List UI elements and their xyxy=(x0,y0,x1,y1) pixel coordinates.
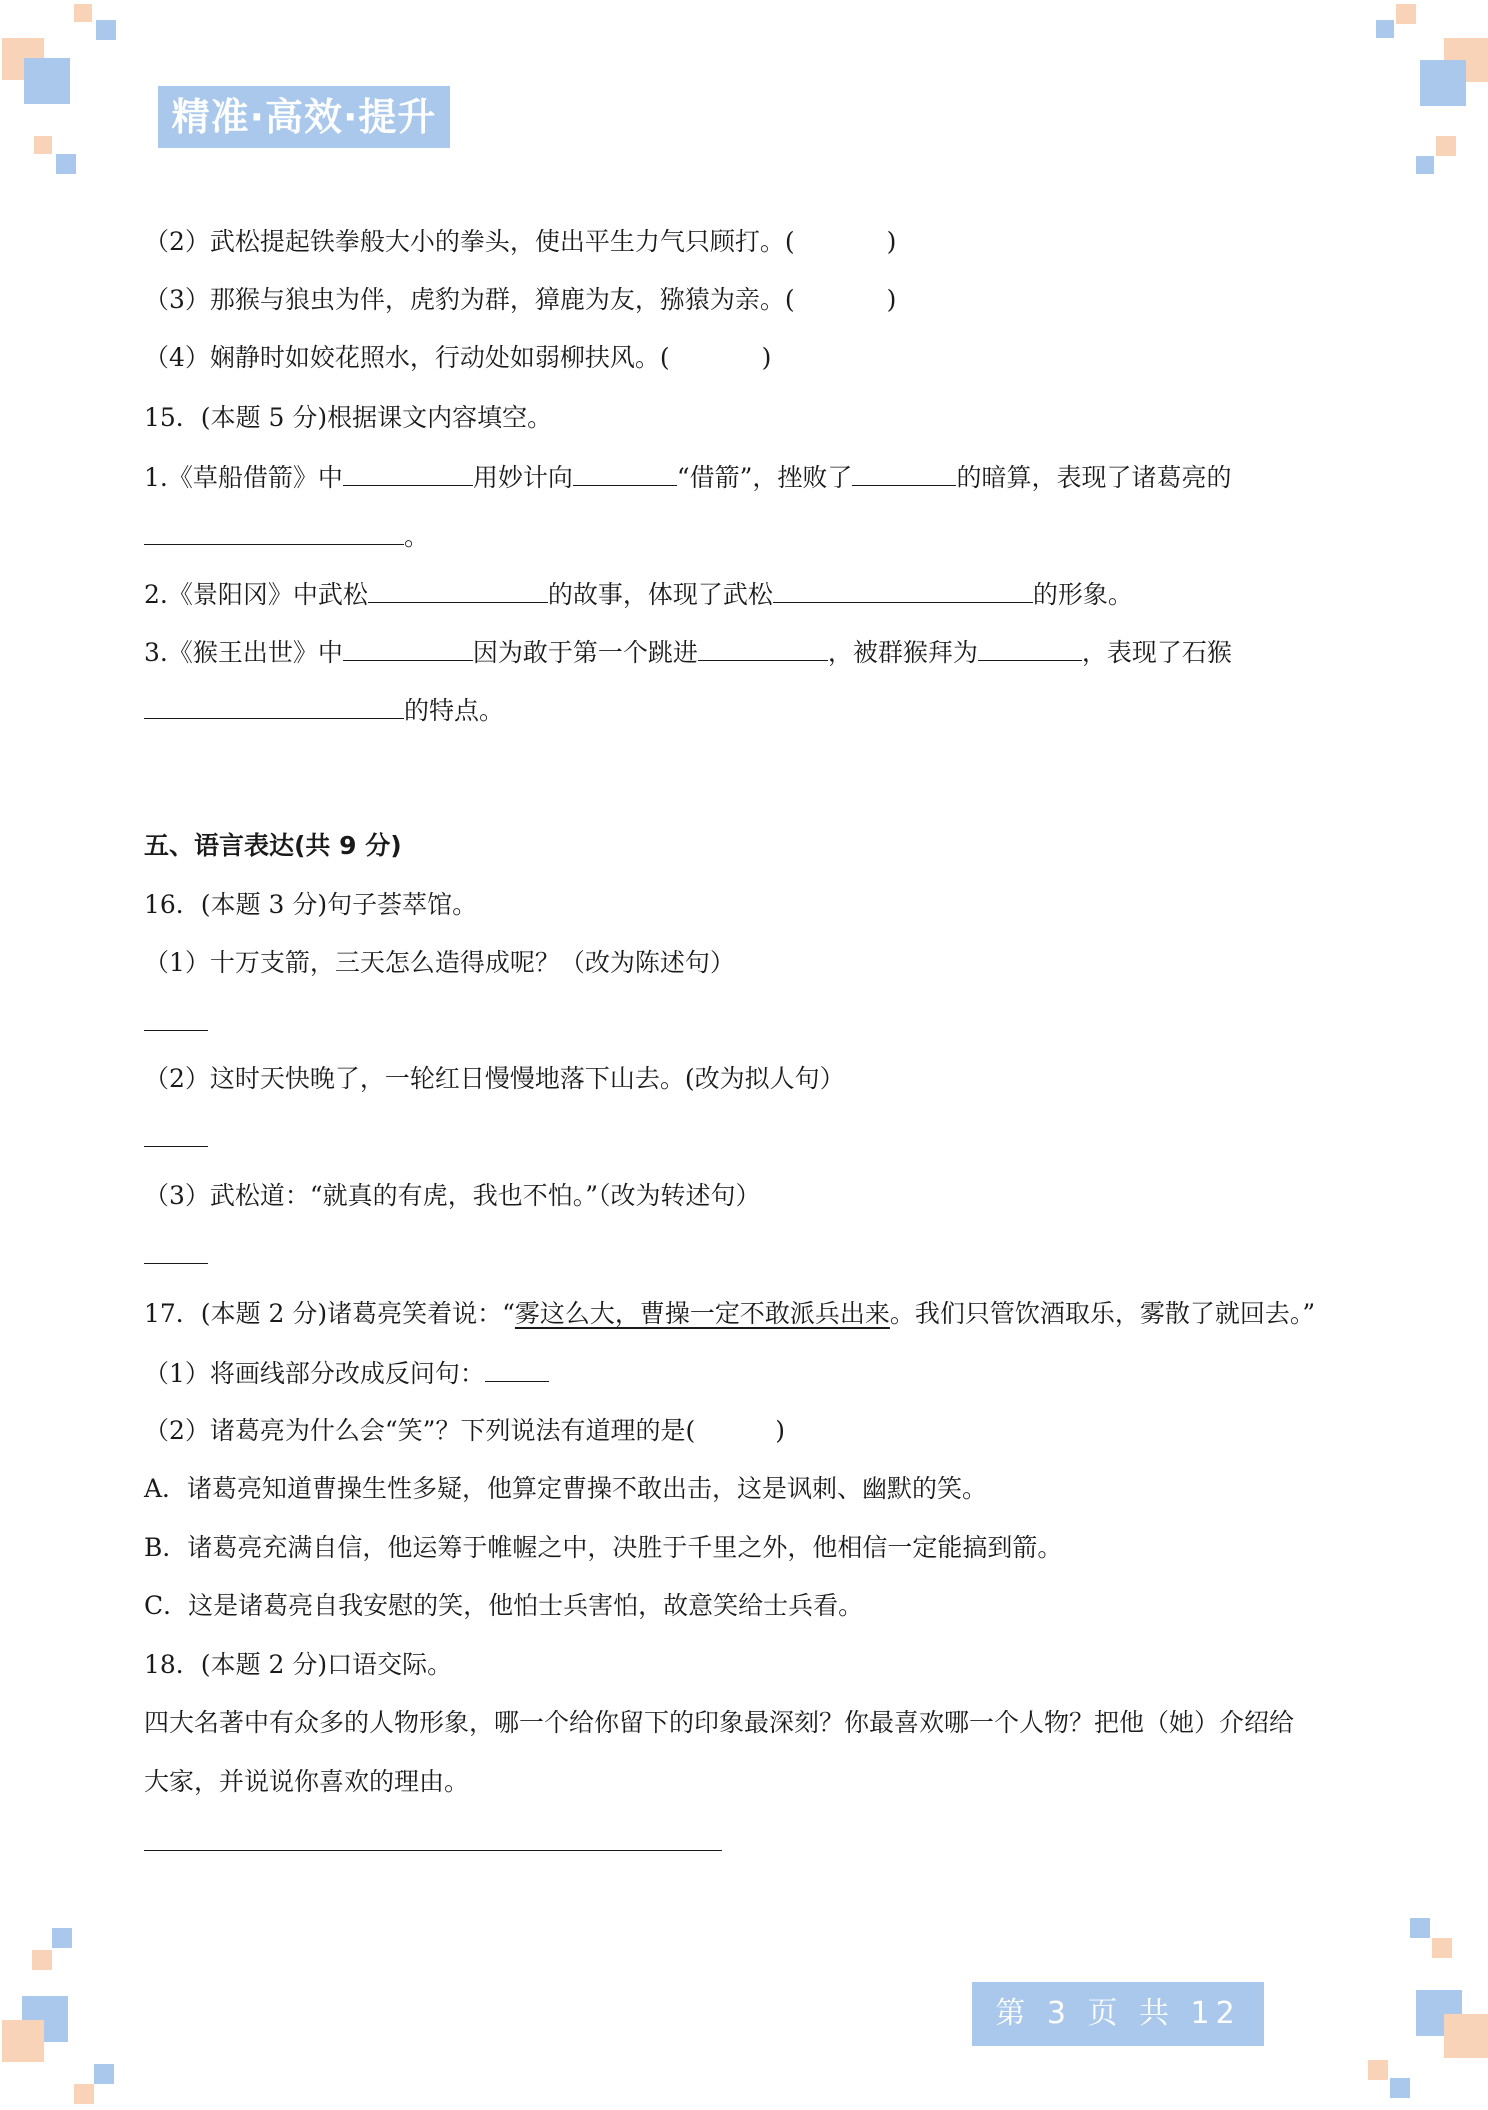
q15-text: ，被群猴拜为 xyxy=(827,638,978,667)
q15-line-1-cont xyxy=(144,518,429,554)
q15-text: 的特点。 xyxy=(404,696,505,725)
corner-decoration xyxy=(74,4,92,22)
fill-blank[interactable] xyxy=(773,576,1033,603)
corner-decoration xyxy=(1416,156,1434,174)
answer-line[interactable] xyxy=(144,1004,208,1040)
q17-text: 。我们只管饮酒取乐，雾散了就回去。” xyxy=(889,1299,1316,1328)
q16-item: （3）武松道：“就真的有虎，我也不怕。”（改为转述句） xyxy=(144,1181,761,1210)
q18-title: 18．(本题 2 分)口语交际。 xyxy=(144,1650,453,1679)
corner-decoration xyxy=(96,20,116,40)
corner-decoration xyxy=(1420,60,1466,106)
option-b[interactable]: B．诸葛亮充满自信，他运筹于帷幄之中，决胜于千里之外，他相信一定能搞到箭。 xyxy=(144,1533,1063,1562)
corner-decoration xyxy=(1432,1938,1452,1958)
corner-decoration xyxy=(2,2020,44,2062)
fill-blank[interactable] xyxy=(144,1237,208,1264)
fill-blank[interactable] xyxy=(144,692,404,719)
q14-item-text: （4）娴静时如姣花照水，行动处如弱柳扶风。( xyxy=(144,343,670,372)
q14-item xyxy=(144,283,896,317)
fill-blank[interactable] xyxy=(368,576,548,603)
q15-text: 。 xyxy=(404,522,430,551)
paren-close: ) xyxy=(761,343,772,372)
q15-text: ，表现了石猴 xyxy=(1081,638,1232,667)
page-number: 第 3 页 共 12 页 xyxy=(972,1982,1264,2046)
corner-decoration xyxy=(1396,4,1416,24)
fill-blank[interactable] xyxy=(343,459,473,486)
q17-text: 17．(本题 2 分)诸葛亮笑着说：“ xyxy=(144,1299,515,1328)
q15-text: 的形象。 xyxy=(1032,580,1133,609)
answer-line[interactable] xyxy=(144,1237,208,1273)
corner-decoration xyxy=(52,1928,72,1948)
corner-decoration xyxy=(1368,2060,1388,2080)
paren-close: ) xyxy=(886,285,897,314)
q15-text: “借箭”，挫败了 xyxy=(676,463,853,492)
corner-decoration xyxy=(1410,1918,1430,1938)
q15-title: 15．(本题 5 分)根据课文内容填空。 xyxy=(144,403,553,432)
q15-line-3 xyxy=(144,634,1232,670)
option-c[interactable]: C．这是诸葛亮自我安慰的笑，他怕士兵害怕，故意笑给士兵看。 xyxy=(144,1591,864,1620)
fill-blank[interactable] xyxy=(698,634,828,661)
corner-decoration xyxy=(56,154,76,174)
corner-decoration xyxy=(1444,2014,1488,2058)
section-heading: 五、语言表达(共 9 分) xyxy=(144,831,402,860)
q16-item: （1）十万支箭，三天怎么造得成呢？（改为陈述句） xyxy=(144,948,735,977)
corner-decoration xyxy=(34,136,52,154)
q14-item xyxy=(144,225,896,259)
q18-text: 大家，并说说你喜欢的理由。 xyxy=(144,1767,470,1796)
q15-text: 因为敢于第一个跳进 xyxy=(472,638,698,667)
q17-sub xyxy=(144,1414,785,1448)
q15-line-1 xyxy=(144,459,1231,495)
fill-blank[interactable] xyxy=(852,459,956,486)
q16-title: 16．(本题 3 分)句子荟萃馆。 xyxy=(144,890,478,919)
q14-item-text: （3）那猴与狼虫为伴，虎豹为群，獐鹿为友，猕猿为亲。( xyxy=(144,285,795,314)
fill-blank[interactable] xyxy=(144,1824,722,1851)
fill-blank[interactable] xyxy=(978,634,1082,661)
q15-text: 1.《草船借箭》中 xyxy=(144,463,343,492)
header-badge: 精准·高效·提升 xyxy=(158,86,450,148)
underlined-text: 雾这么大，曹操一定不敢派兵出来 xyxy=(514,1299,890,1328)
q15-text: 的暗算，表现了诸葛亮的 xyxy=(956,463,1232,492)
fill-blank[interactable] xyxy=(144,1120,208,1147)
corner-decoration xyxy=(74,2084,94,2104)
fill-blank[interactable] xyxy=(485,1355,549,1382)
q17-title xyxy=(144,1297,1315,1331)
paren-close: ) xyxy=(775,1416,785,1445)
q18-text: 四大名著中有众多的人物形象，哪一个给你留下的印象最深刻？你最喜欢哪一个人物？把他（她）介绍给 xyxy=(144,1708,1295,1737)
answer-line[interactable] xyxy=(144,1824,722,1860)
q15-line-3-cont xyxy=(144,692,504,728)
q17-text: （2）诸葛亮为什么会“笑”？下列说法有道理的是( xyxy=(144,1416,696,1445)
q15-text: 3.《猴王出世》中 xyxy=(144,638,343,667)
corner-decoration xyxy=(1376,20,1394,38)
option-a[interactable]: A．诸葛亮知道曹操生性多疑，他算定曹操不敢出击，这是讽刺、幽默的笑。 xyxy=(144,1474,988,1503)
q15-line-2 xyxy=(144,576,1133,612)
corner-decoration xyxy=(1390,2078,1410,2098)
q15-text: 用妙计向 xyxy=(472,463,573,492)
fill-blank[interactable] xyxy=(573,459,677,486)
corner-decoration xyxy=(32,1950,52,1970)
fill-blank[interactable] xyxy=(144,1004,208,1031)
q17-text: （1）将画线部分改成反问句： xyxy=(144,1359,485,1388)
q15-text: 的故事，体现了武松 xyxy=(547,580,773,609)
fill-blank[interactable] xyxy=(343,634,473,661)
q14-item-text: （2）武松提起铁拳般大小的拳头，使出平生力气只顾打。( xyxy=(144,227,795,256)
corner-decoration xyxy=(94,2064,114,2084)
q17-sub xyxy=(144,1355,549,1391)
answer-line[interactable] xyxy=(144,1120,208,1156)
q15-text: 2.《景阳冈》中武松 xyxy=(144,580,368,609)
q14-item xyxy=(144,341,771,375)
paren-close: ) xyxy=(886,227,897,256)
corner-decoration xyxy=(24,58,70,104)
corner-decoration xyxy=(1436,136,1456,156)
fill-blank[interactable] xyxy=(144,518,404,545)
q16-item: （2）这时天快晚了，一轮红日慢慢地落下山去。(改为拟人句） xyxy=(144,1064,845,1093)
